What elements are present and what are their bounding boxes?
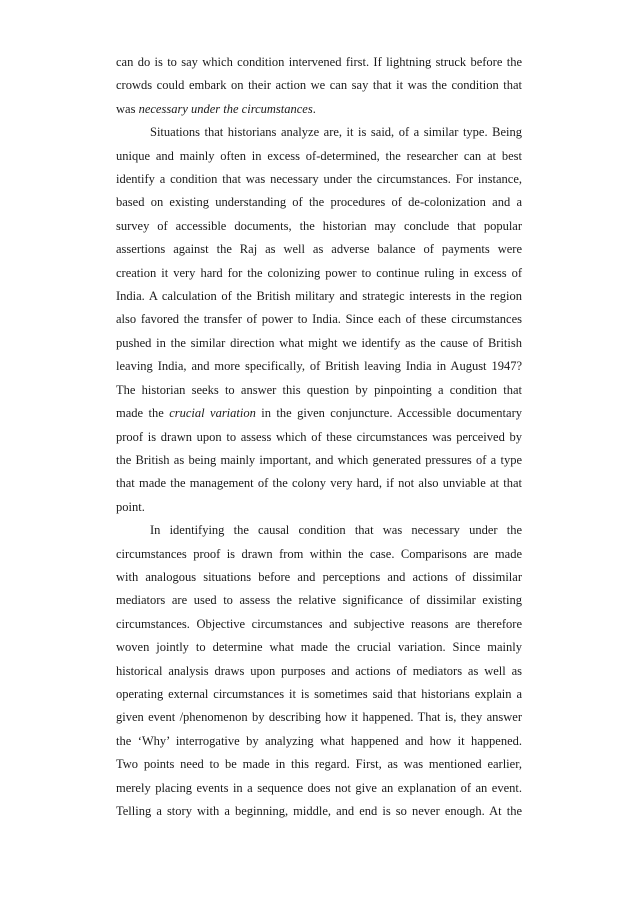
text-line: [116, 285, 522, 308]
text-line: [116, 308, 522, 331]
text-segment: circumstances. Objective circumstances and subjective reasons are therefore: [116, 616, 522, 631]
text-line: [116, 449, 522, 472]
text-segment: creation it very hard for the colonizing power to continue ruling in excess of: [116, 265, 522, 280]
text-line: [116, 613, 522, 636]
text-line: [116, 636, 522, 659]
text-segment: the British as being mainly important, and which generated pressures of a type: [116, 452, 522, 467]
text-segment: also favored the transfer of power to India. Since each of these circumstances: [116, 312, 522, 327]
text-line: [116, 332, 522, 355]
text-segment: assertions against the Raj as well as adverse balance of payments were: [116, 242, 522, 257]
text-line: [116, 191, 522, 214]
text-segment: leaving India, and more specifically, of British leaving India in August 1947?: [116, 359, 522, 374]
document-page: [116, 51, 522, 823]
text-line: [116, 262, 522, 285]
text-line: [116, 800, 522, 823]
text-segment: .: [312, 101, 316, 116]
text-segment: point.: [116, 499, 145, 514]
text-segment: proof is drawn upon to assess which of these circumstances was perceived by: [116, 429, 522, 444]
text-line: [116, 777, 522, 800]
text-line: [116, 496, 522, 519]
text-segment: with analogous situations before and perceptions and actions of dissimilar: [116, 569, 522, 584]
italic-phrase: crucial variation: [169, 406, 256, 421]
text-segment: Two points need to be made in this regard. First, as was mentioned earlier,: [116, 757, 522, 772]
text-line: [116, 402, 522, 425]
text-segment: given event /phenomenon by describing how it happened. That is, they answer: [116, 710, 522, 725]
text-line: [116, 121, 522, 144]
text-line: [116, 74, 522, 97]
text-segment: merely placing events in a sequence does not give an explanation of an event.: [116, 780, 522, 795]
text-segment: survey of accessible documents, the historian may conclude that popular: [116, 218, 522, 233]
text-line: [116, 379, 522, 402]
text-segment: based on existing understanding of the procedures of de-colonization and a: [116, 195, 522, 210]
text-segment: The historian seeks to answer this question by pinpointing a condition that: [116, 382, 522, 397]
text-segment: operating external circumstances it is sometimes said that historians explain a: [116, 686, 522, 701]
italic-phrase: necessary under the circumstances: [138, 101, 313, 116]
text-line: [116, 238, 522, 261]
text-segment: In identifying the causal condition that was necessary under the: [150, 523, 522, 538]
text-line: [116, 472, 522, 495]
text-segment: mediators are used to assess the relative significance of dissimilar existing: [116, 593, 522, 608]
text-line: [116, 145, 522, 168]
text-line: [116, 683, 522, 706]
text-line: [116, 706, 522, 729]
text-line: [116, 730, 522, 753]
text-line: [116, 98, 522, 121]
text-segment: unique and mainly often in excess of-determined, the researcher can at best: [116, 148, 522, 163]
text-segment: made the: [116, 406, 170, 421]
text-segment: can do is to say which condition intervened first. If lightning struck before the: [116, 55, 522, 69]
text-line: [116, 589, 522, 612]
text-line: [116, 566, 522, 589]
text-segment: was: [116, 101, 139, 116]
text-line: [116, 51, 522, 74]
text-line: [116, 660, 522, 683]
text-segment: crowds could embark on their action we can say that it was the condition that: [116, 78, 522, 93]
text-segment: Telling a story with a beginning, middle, and end is so never enough. At the: [116, 804, 522, 818]
text-line: [116, 426, 522, 449]
text-segment: India. A calculation of the British military and strategic interests in the region: [116, 289, 522, 304]
text-line: [116, 355, 522, 378]
text-segment: woven jointly to determine what made the crucial variation. Since mainly: [116, 640, 522, 655]
text-segment: historical analysis draws upon purposes and actions of mediators as well as: [116, 663, 522, 678]
text-line: [116, 168, 522, 191]
text-segment: circumstances proof is drawn from within the case. Comparisons are made: [116, 546, 522, 561]
text-segment: identify a condition that was necessary under the circumstances. For instance,: [116, 172, 522, 187]
text-segment: in the given conjuncture. Accessible documentary: [255, 406, 522, 421]
text-line: [116, 519, 522, 542]
text-segment: that made the management of the colony very hard, if not also unviable at that: [116, 476, 522, 491]
text-segment: pushed in the similar direction what might we identify as the cause of British: [116, 335, 522, 350]
text-segment: the ‘Why’ interrogative by analyzing what happened and how it happened.: [116, 733, 522, 748]
text-segment: Situations that historians analyze are, it is said, of a similar type. Being: [150, 125, 522, 140]
text-line: [116, 753, 522, 776]
text-line: [116, 215, 522, 238]
text-line: [116, 543, 522, 566]
